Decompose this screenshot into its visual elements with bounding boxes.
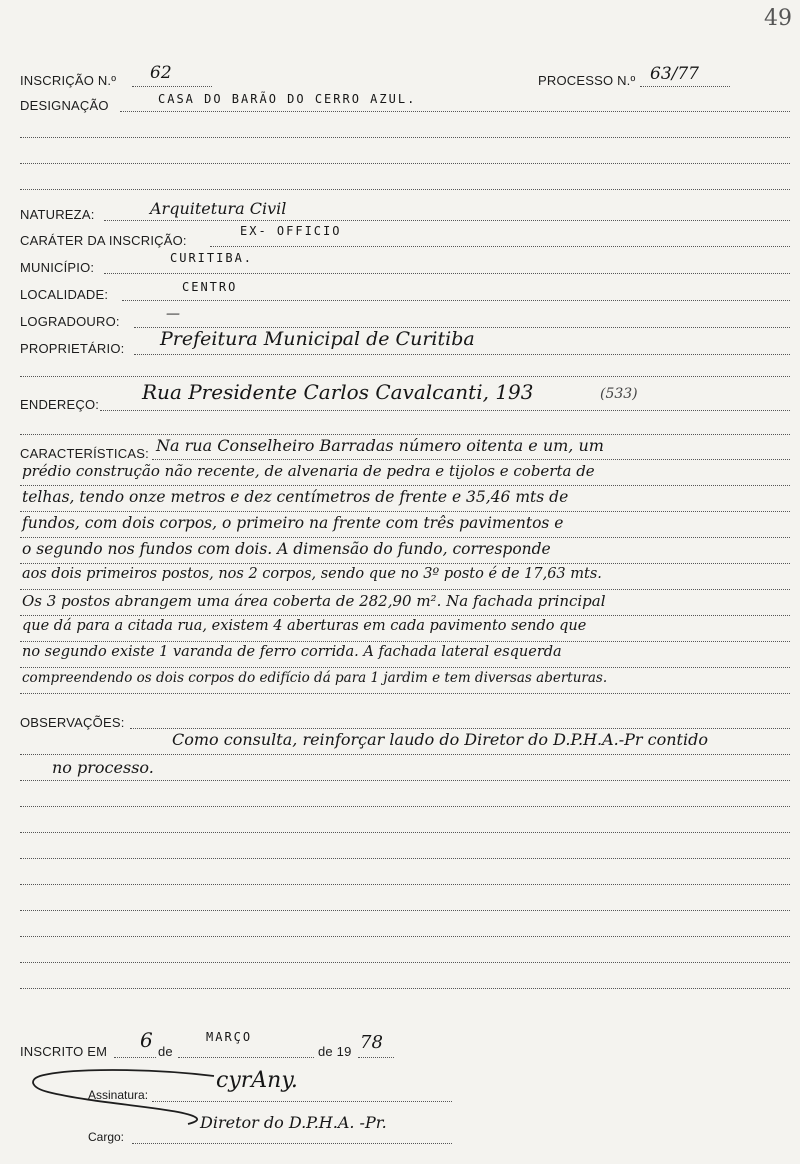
designacao-line-3 (20, 163, 790, 164)
endereco-value: Rua Presidente Carlos Cavalcanti, 193 (142, 380, 534, 404)
natureza-value: Arquitetura Civil (150, 199, 287, 218)
caracteristicas-text-10: compreendendo os dois corpos do edifício dá para 1 jardim e tem diversas aberturas. (22, 670, 608, 686)
cargo-label: Cargo: (88, 1130, 125, 1144)
natureza-line (104, 220, 790, 221)
cargo-line (132, 1143, 452, 1144)
caracteristicas-line-2 (20, 485, 790, 486)
proprietario-line (134, 354, 790, 355)
proprietario-label: PROPRIETÁRIO: (20, 341, 125, 356)
municipio-label: MUNICÍPIO: (20, 260, 95, 275)
inscrito-year-line (358, 1057, 394, 1058)
caracteristicas-line-5 (20, 563, 790, 564)
endereco-label: ENDEREÇO: (20, 397, 100, 412)
inscrito-year: 78 (360, 1032, 383, 1053)
inscricao-value: 62 (150, 63, 172, 83)
assinatura-line (152, 1101, 452, 1102)
municipio-value: CURITIBA. (170, 251, 254, 265)
caracteristicas-line-7 (20, 615, 790, 616)
caracteristicas-label: CARACTERÍSTICAS: (20, 446, 149, 461)
observacoes-line-5 (20, 832, 790, 833)
processo-line (640, 86, 730, 87)
inscricao-label: INSCRIÇÃO N.º (20, 73, 117, 88)
designacao-line (120, 111, 790, 112)
caracteristicas-text-9: no segundo existe 1 varanda de ferro corrida. A fachada lateral esquerda (22, 644, 562, 660)
designacao-line-4 (20, 189, 790, 190)
caracteristicas-text-1: Na rua Conselheiro Barradas número oitenta e um, um (156, 436, 604, 455)
observacoes-line-8 (20, 910, 790, 911)
caracteristicas-text-7: Os 3 postos abrangem uma área coberta de 282,90 m². Na fachada principal (22, 592, 606, 610)
processo-value: 63/77 (650, 64, 699, 84)
observacoes-line-10 (20, 962, 790, 963)
processo-label: PROCESSO N.º (538, 73, 636, 88)
observacoes-line-4 (20, 806, 790, 807)
caracteristicas-text-5: o segundo nos fundos com dois. A dimensão do fundo, corresponde (22, 540, 551, 558)
inscrito-day: 6 (140, 1028, 153, 1052)
observacoes-line-7 (20, 884, 790, 885)
inscrito-month-line (178, 1057, 314, 1058)
natureza-label: NATUREZA: (20, 207, 95, 222)
inscrito-day-line (114, 1057, 156, 1058)
proprietario-value: Prefeitura Municipal de Curitiba (160, 328, 475, 350)
caracteristicas-line-4 (20, 537, 790, 538)
inscricao-line (132, 86, 212, 87)
de-label-2: de 19 (318, 1044, 352, 1059)
endereco-line-2 (20, 434, 790, 435)
inscrito-label: INSCRITO EM (20, 1044, 108, 1059)
carater-label: CARÁTER DA INSCRIÇÃO: (20, 233, 187, 248)
observacoes-line-9 (20, 936, 790, 937)
de-label-1: de (158, 1044, 173, 1059)
caracteristicas-line-6 (20, 589, 790, 590)
observacoes-text-1: Como consulta, reinforçar laudo do Diretor do D.P.H.A.-Pr contido (172, 730, 708, 749)
caracteristicas-text-6: aos dois primeiros postos, nos 2 corpos, sendo que no 3º posto é de 17,63 mts. (22, 566, 602, 582)
municipio-line (104, 273, 790, 274)
cargo-value: Diretor do D.P.H.A. -Pr. (200, 1113, 387, 1132)
proprietario-line-2 (20, 376, 790, 377)
caracteristicas-line-10 (20, 693, 790, 694)
localidade-line (122, 300, 790, 301)
logradouro-label: LOGRADOURO: (20, 314, 120, 329)
inscrito-month: MARÇO (206, 1030, 253, 1044)
caracteristicas-line-1 (152, 459, 790, 460)
caracteristicas-line-3 (20, 511, 790, 512)
caracteristicas-line-8 (20, 641, 790, 642)
designacao-label: DESIGNAÇÃO (20, 98, 109, 113)
caracteristicas-text-4: fundos, com dois corpos, o primeiro na frente com três pavimentos e (22, 514, 564, 532)
caracteristicas-text-3: telhas, tendo onze metros e dez centímetros de frente e 35,46 mts de (22, 488, 569, 506)
endereco-line (100, 410, 790, 411)
observacoes-line-11 (20, 988, 790, 989)
designacao-line-2 (20, 137, 790, 138)
caracteristicas-line-9 (20, 667, 790, 668)
page-number: 49 (764, 6, 792, 31)
observacoes-line-3 (20, 780, 790, 781)
signature: cyrAny. (216, 1068, 298, 1093)
caracteristicas-text-8: que dá para a citada rua, existem 4 aberturas em cada pavimento sendo que (22, 618, 587, 634)
designacao-value: CASA DO BARÃO DO CERRO AZUL. (158, 92, 417, 106)
caracteristicas-text-2: prédio construção não recente, de alvenaria de pedra e tijolos e coberta de (22, 462, 595, 480)
carater-value: EX- OFFICIO (240, 224, 342, 238)
endereco-old-number: (533) (600, 386, 638, 402)
observacoes-text-2: no processo. (52, 758, 154, 777)
localidade-label: LOCALIDADE: (20, 287, 109, 302)
observacoes-line-1 (130, 728, 790, 729)
observacoes-line-6 (20, 858, 790, 859)
assinatura-label: Assinatura: (88, 1088, 149, 1102)
logradouro-value: — (166, 306, 180, 322)
carater-line (210, 246, 790, 247)
observacoes-label: OBSERVAÇÕES: (20, 715, 125, 730)
localidade-value: CENTRO (182, 280, 238, 294)
observacoes-line-2 (20, 754, 790, 755)
